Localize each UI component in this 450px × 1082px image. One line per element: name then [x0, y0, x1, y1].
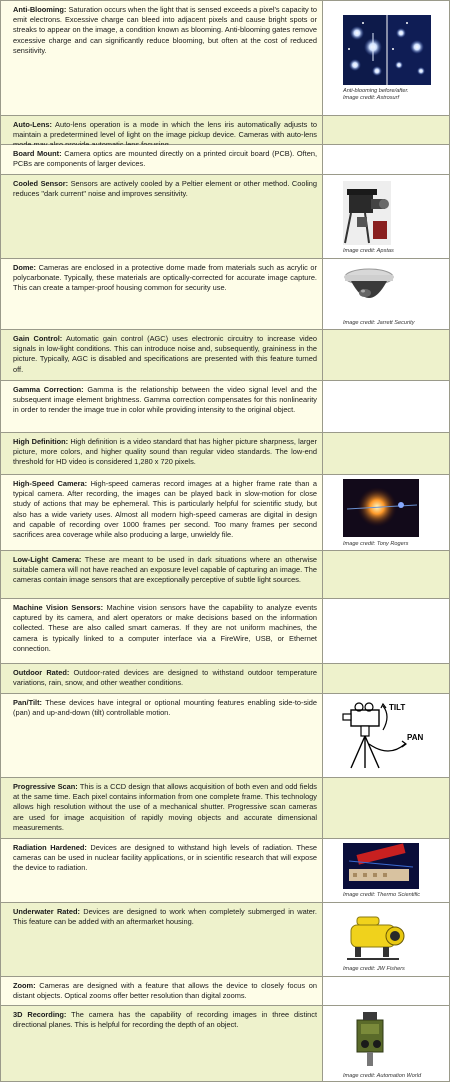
3d-camera-photo: [349, 1010, 393, 1070]
term-label: Auto-Lens:: [13, 120, 52, 129]
definition-cell: [1, 551, 322, 598]
term-label: 3D Recording:: [13, 1010, 67, 1019]
image-cell: [322, 778, 450, 838]
image-credit: Image credit: Astrosurf: [343, 95, 400, 101]
definition-cell: [1, 1006, 322, 1081]
radiation-camera-photo: [343, 843, 419, 889]
term-label: Progressive Scan:: [13, 782, 78, 791]
image-cell: [322, 977, 450, 1005]
definition-text: These are meant to be used in dark situations where an otherwise suitable camera will not have reached an exposure level capable of capturing an image. The cameras contain image sensors that are exceptionally perceptive of subtle light sources.: [13, 555, 318, 585]
table-row: [1, 0, 450, 116]
table-row: [1, 551, 450, 599]
definition-text: Gamma is the relationship between the video signal level and the subsequent image element brightness. Gamma correction compensates for this nonlinearity in order to render the image true in color while providing intensity to the original object.: [13, 385, 317, 415]
definition-text: High-speed cameras record images at a higher frame rate than a typical camera. After recording, the images can be played back in slow-motion for close study of actions that may be ephemeral. This is particularly helpful for scientific study, but also has a wide variety uses. Almost all modern high-speed cameras are digital in design and capable of recording over 1000 frames per second. Too many frames per second sacrifices area coverage while also producing a large, unwieldy file.: [13, 479, 318, 540]
term-label: High-Speed Camera:: [13, 479, 88, 488]
definition-text: Sensors are actively cooled by a Peltier element or other method. Cooling reduces "dark current" noise and improves sensitivity.: [13, 179, 317, 199]
table-row: [1, 475, 450, 551]
definition-text: Cameras are designed with a feature that allows the device to closely focus on distant objects. Optical zooms offer better resolution than digital zooms.: [13, 981, 317, 1001]
definition-text: The camera has the capability of recording images in three distinct directional planes. This is helpful for recording the depth of an object.: [13, 1010, 318, 1030]
image-cell: [322, 1, 450, 115]
term-label: Radiation Hardened:: [13, 843, 87, 852]
term-label: Machine Vision Sensors:: [13, 603, 104, 612]
image-cell: [322, 664, 450, 693]
definition-text: Camera optics are mounted directly on a printed circuit board (PCB). Often, PCBs are components of larger devices.: [13, 149, 317, 169]
underwater-camera-photo: [343, 909, 407, 963]
definition-text: Automatic gain control (AGC) uses electronic circuitry to increase video signals in low-light conditions. This can introduce noise and, subsequently, graininess in the picture. Typically, AGC is disabled and specifications are presented with this feature turned off.: [13, 334, 317, 374]
image-cell: [322, 175, 450, 258]
definition-text: These devices have integral or optional mounting features enabling side-to-side (pan) and up-and-down (tilt) controllable motion.: [13, 698, 317, 718]
definition-text: Machine vision sensors have the capability to analyze events captured by its camera, and alert operators or make decisions based on the information collected. These are also called smart cameras. If they are not uniform machines, the camera is typically linked to a computer interface via a FireWire, USB, or Ethernet connection.: [13, 603, 317, 653]
term-label: Anti-Blooming:: [13, 5, 67, 14]
definition-cell: [1, 664, 322, 693]
term-label: Pan/Tilt:: [13, 698, 43, 707]
table-row: [1, 330, 450, 381]
table-row: [1, 145, 450, 175]
term-label: Cooled Sensor:: [13, 179, 69, 188]
image-cell: [322, 839, 450, 902]
definition-cell: [1, 839, 322, 902]
table-row: [1, 903, 450, 977]
image-credit: Image credit: Jarrett Security: [343, 320, 415, 326]
term-label: Gamma Correction:: [13, 385, 84, 394]
tilt-label: TILT: [389, 703, 406, 712]
image-cell: [322, 259, 450, 329]
image-cell: [322, 116, 450, 144]
pan-label: PAN: [407, 733, 424, 742]
definition-cell: [1, 433, 322, 474]
term-label: Underwater Rated:: [13, 907, 80, 916]
definition-cell: [1, 116, 322, 144]
image-caption: Anti-blooming before/after.: [343, 88, 409, 94]
definition-cell: [1, 145, 322, 174]
definition-text: Cameras are enclosed in a protective dome made from materials such as acrylic or polycarbonate. Typically, these materials are optically-corrected for accurate image capture. This can create a tamper-proof housing common for security use.: [13, 263, 317, 293]
definition-text: Auto-lens operation is a mode in which the lens iris automatically adjusts to maintain a predetermined level of light on the image pickup device. Cameras with auto-lens: [13, 120, 317, 140]
high-speed-photo: [343, 479, 419, 537]
image-credit: Image credit: Tony Rogers: [343, 541, 409, 547]
definition-cell: [1, 694, 322, 777]
term-label: Gain Control:: [13, 334, 63, 343]
image-credit: Image credit: JW Fishers: [343, 966, 405, 972]
definition-text: This is a CCD design that allows acquisition of both even and odd fields at the same time. Each pixel contains information from one complete frame. This technology allows high resolution without the use of a mechanical shutter. Progressive scan cameras are used for image acquisition of rapidly moving objects and accurate dimensional measurements.: [13, 782, 318, 832]
image-cell: [322, 1006, 450, 1081]
table-row: [1, 116, 450, 145]
dome-camera-photo: [343, 265, 395, 315]
definition-text: Devices are designed to withstand high levels of radiation. These cameras can be used in nuclear facility applications, or in scientific research that will expose the device to radiation.: [13, 843, 317, 873]
image-cell: [322, 903, 450, 976]
definition-text: Devices are designed to work when completely submerged in water. This feature can be added with an aftermarket housing.: [13, 907, 317, 927]
table-row: [1, 977, 450, 1006]
image-credit: Image credit: Automation World: [343, 1073, 422, 1079]
table-row: [1, 599, 450, 664]
definition-cell: [1, 259, 322, 329]
image-cell: [322, 330, 450, 380]
image-cell: [322, 475, 450, 550]
pan-tilt-diagram: [339, 700, 439, 772]
image-credit: Image credit: Thermo Scientific: [343, 892, 421, 898]
definition-cell: [1, 1, 322, 115]
term-label: Outdoor Rated:: [13, 668, 70, 677]
definition-text: High definition is a video standard that has higher picture sharpness, larger picture, more colors, and higher quality sound than regular video standards. The low-end threshold for HD video is considered 1,280 x 720 pixels.: [13, 437, 317, 467]
table-row: [1, 1006, 450, 1082]
term-label: Board Mount:: [13, 149, 62, 158]
cooled-camera-photo: [343, 181, 391, 245]
table-row: [1, 839, 450, 903]
table-row: [1, 175, 450, 259]
table-row: [1, 259, 450, 330]
definition-cell: [1, 381, 322, 432]
image-cell: [322, 381, 450, 432]
term-label: Zoom:: [13, 981, 36, 990]
term-label: High Definition:: [13, 437, 69, 446]
definition-cell: [1, 903, 322, 976]
definition-cell: [1, 330, 322, 380]
term-label: Dome:: [13, 263, 36, 272]
term-label: Low-Light Camera:: [13, 555, 82, 564]
definition-cell: [1, 778, 322, 838]
definition-cell: [1, 475, 322, 550]
table-row: [1, 433, 450, 475]
definition-cell: [1, 175, 322, 258]
table-row: [1, 694, 450, 778]
table-row: [1, 381, 450, 433]
image-credit: Image credit: Apstas: [343, 248, 394, 254]
image-cell: [322, 694, 450, 777]
definition-text: Outdoor-rated devices are designed to withstand outdoor temperature variations, rain, snow, and other weather conditions.: [13, 668, 317, 688]
image-cell: [322, 433, 450, 474]
table-row: [1, 778, 450, 839]
definition-cell: [1, 977, 322, 1005]
image-cell: [322, 599, 450, 663]
image-cell: [322, 551, 450, 598]
image-cell: [322, 145, 450, 174]
table-row: [1, 664, 450, 694]
definition-cell: [1, 599, 322, 663]
star-cluster-before-after-photo: [343, 15, 431, 85]
definition-text: Saturation occurs when the light that is sensed exceeds a pixel's capacity to emit electrons. Excessive charge can bleed into adjacent pixels and cause bright spots or streaks to appear on the image, a condition known as blooming. Anti-blooming gates remove excessive charge and can significantly reduce blooming, but often at the cost of reduced sensitivity.: [13, 5, 317, 55]
